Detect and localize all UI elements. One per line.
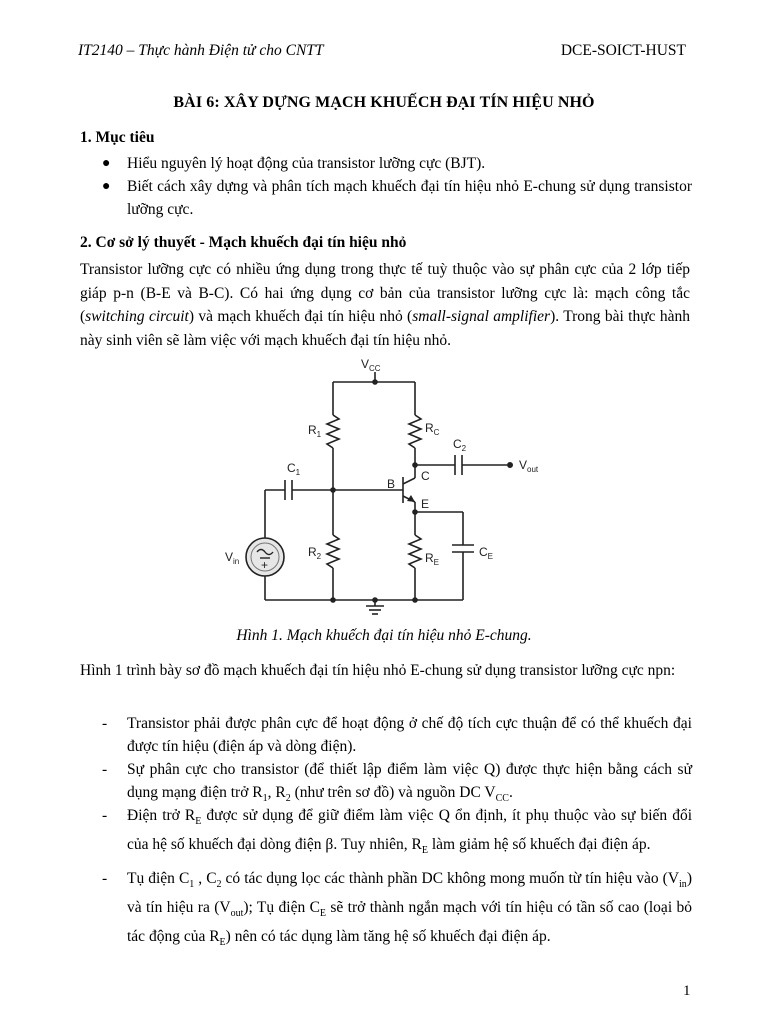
- label-ce: $C_E$: [479, 545, 494, 561]
- label-c1: $C_1$: [287, 461, 301, 477]
- label-r2: $R_2$: [308, 545, 322, 561]
- intro-paragraph: Hình 1 trình bày sơ đồ mạch khuếch đại tín hiệu nhỏ E-chung sử dụng transistor lưỡng cực npn:: [80, 662, 676, 679]
- label-vcc: $V_{CC}$: [361, 357, 381, 373]
- section2-heading: 2. Cơ sở lý thuyết - Mạch khuếch đại tín hiệu nhỏ: [80, 234, 407, 251]
- label-re: $R_E$: [425, 551, 440, 567]
- label-emitter: E: [421, 497, 430, 511]
- section1-heading: 1. Mục tiêu: [80, 129, 155, 146]
- document-page: IT2140 – Thực hành Điện tử cho CNTT DCE-SOICT-HUST BÀI 6: XÂY DỰNG MẠCH KHUẾCH ĐẠI TÍN HIỆU NHỎ 1. Mục tiêu ● Hiểu nguyên lý hoạt động của transistor lưỡng cực (BJT). ● Biết cách xây dựng và phân tích mạch khuếch đại tín hiệu nhỏ E-chung sử dụng transistor lưỡng cực. 2. Cơ sở lý thuyết - Mạch khuếch đại tín hiệu nhỏ Transistor lưỡng cực có nhiều ứng dụng trong thực tế tuỳ thuộc vào sự phân cực của 2 lớp tiếp giáp p-n (B-E và B-C). Có hai ứng dụng cơ bản của transistor lưỡng cực là: mạch công tắc (switching circuit) và mạch khuếch đại tín hiệu nhỏ (small-signal amplifier). Trong bài thực hành này sinh viên sẽ làm việc với mạch khuếch đại tín hiệu nhỏ. + $V_{CC}$ $R_1$ $R_C$ $C_1$ $C_2$ $V_{out}$ B C E $V_{in}$ $R_2$ $R_E$ $C_E$ Hình 1. Mạch khuếch đại tín hiệu nhỏ E-chung. Hình 1 trình bày sơ đồ mạch khuếch đại tín hiệu nhỏ E-chung sử dụng transistor lưỡng cực npn: - Transistor phải được phân cực để hoạt động ở chế độ tích cực thuận để có thể khuếch đại được tín hiệu (điện áp và dòng điện). - Sự phân cực cho transistor (để thiết lập điểm làm việc Q) được thực hiện bằng cách sử dụng mạng điện trở $R_1$, $R_2$ (như trên sơ đồ) và nguồn DC $V_{CC}$. - Điện trở $R_E$ được sử dụng để giữ điểm làm việc Q ổn định, ít phụ thuộc vào sự biến đổi của hệ số khuếch đại dòng điện β. Tuy nhiên, $R_E$ làm giảm hệ số khuếch đại điện áp. - Tụ điện $C_1$ , $C_2$ có tác dụng lọc các thành phần DC không mong muốn từ tín hiệu vào $(V_{in})$ và tín hiệu ra $(V_{out})$; Tụ điện $C_E$ sẽ trở thành ngắn mạch với tín hiệu có tần số cao (loại bỏ tác động của $R_E$) nên có tác dụng làm tăng hệ số khuếch đại điện áp. 1: [0, 0, 768, 1024]
- bullet-icon: ●: [102, 156, 111, 171]
- label-c2: $C_2$: [453, 437, 467, 453]
- label-base: B: [387, 477, 396, 491]
- theory-paragraph: Transistor lưỡng cực có nhiều ứng dụng trong thực tế tuỳ thuộc vào sự phân cực của 2 lớp tiếp giáp p-n (B-E và B-C). Có hai ứng dụng cơ bản của transistor lưỡng cực là: mạch công tắc (switching circuit) và mạch khuếch đại tín hiệu nhỏ (small-signal amplifier). Trong bài thực hành này sinh viên sẽ làm việc với mạch khuếch đại tín hiệu nhỏ.: [80, 261, 691, 349]
- bullet-text: Biết cách xây dựng và phân tích mạch khuếch đại tín hiệu nhỏ E-chung sử dụng transistor lưỡng cực.: [127, 178, 692, 218]
- header-course: IT2140 – Thực hành Điện tử cho CNTT: [78, 42, 324, 59]
- figure-caption: Hình 1. Mạch khuếch đại tín hiệu nhỏ E-chung.: [236, 627, 532, 644]
- header-dept: DCE-SOICT-HUST: [560, 42, 686, 59]
- ce-amplifier-circuit: [215, 350, 555, 620]
- label-vin: $V_{in}$: [225, 550, 240, 566]
- svg-text:+: +: [261, 558, 269, 572]
- page-title: BÀI 6: XÂY DỰNG MẠCH KHUẾCH ĐẠI TÍN HIỆU NHỎ: [173, 94, 595, 111]
- label-vout: $V_{out}$: [519, 458, 539, 474]
- list-item-text: Điện trở $R_E$ được sử dụng để giữ điểm làm việc Q ổn định, ít phụ thuộc vào sự biến đổi của hệ số khuếch đại dòng điện β. Tuy nhiên, $R_E$ làm giảm hệ số khuếch đại điện áp.: [127, 807, 692, 857]
- bullet-icon: ●: [102, 179, 111, 194]
- list-item-text: Sự phân cực cho transistor (để thiết lập điểm làm việc Q) được thực hiện bằng cách sử dụng mạng điện trở $R_1$, $R_2$ (như trên sơ đồ) và nguồn DC $V_{CC}$.: [127, 761, 692, 805]
- label-r1: $R_1$: [308, 423, 322, 439]
- page-number: 1: [683, 983, 691, 999]
- bullet-text: Hiểu nguyên lý hoạt động của transistor lưỡng cực (BJT).: [127, 155, 486, 172]
- list-item-text: Tụ điện $C_1$ , $C_2$ có tác dụng lọc các thành phần DC không mong muốn từ tín hiệu vào $(V_{in})$ và tín hiệu ra $(V_{out})$; Tụ điện $C_E$ sẽ trở thành ngắn mạch với tín hiệu có tần số cao (loại bỏ tác động của $R_E$) nên có tác dụng làm tăng hệ số khuếch đại điện áp.: [127, 870, 692, 949]
- list-item-text: Transistor phải được phân cực để hoạt động ở chế độ tích cực thuận để có thể khuếch đại được tín hiệu (điện áp và dòng điện).: [127, 715, 692, 755]
- label-collector: C: [421, 469, 430, 483]
- label-rc: $R_C$: [425, 421, 440, 437]
